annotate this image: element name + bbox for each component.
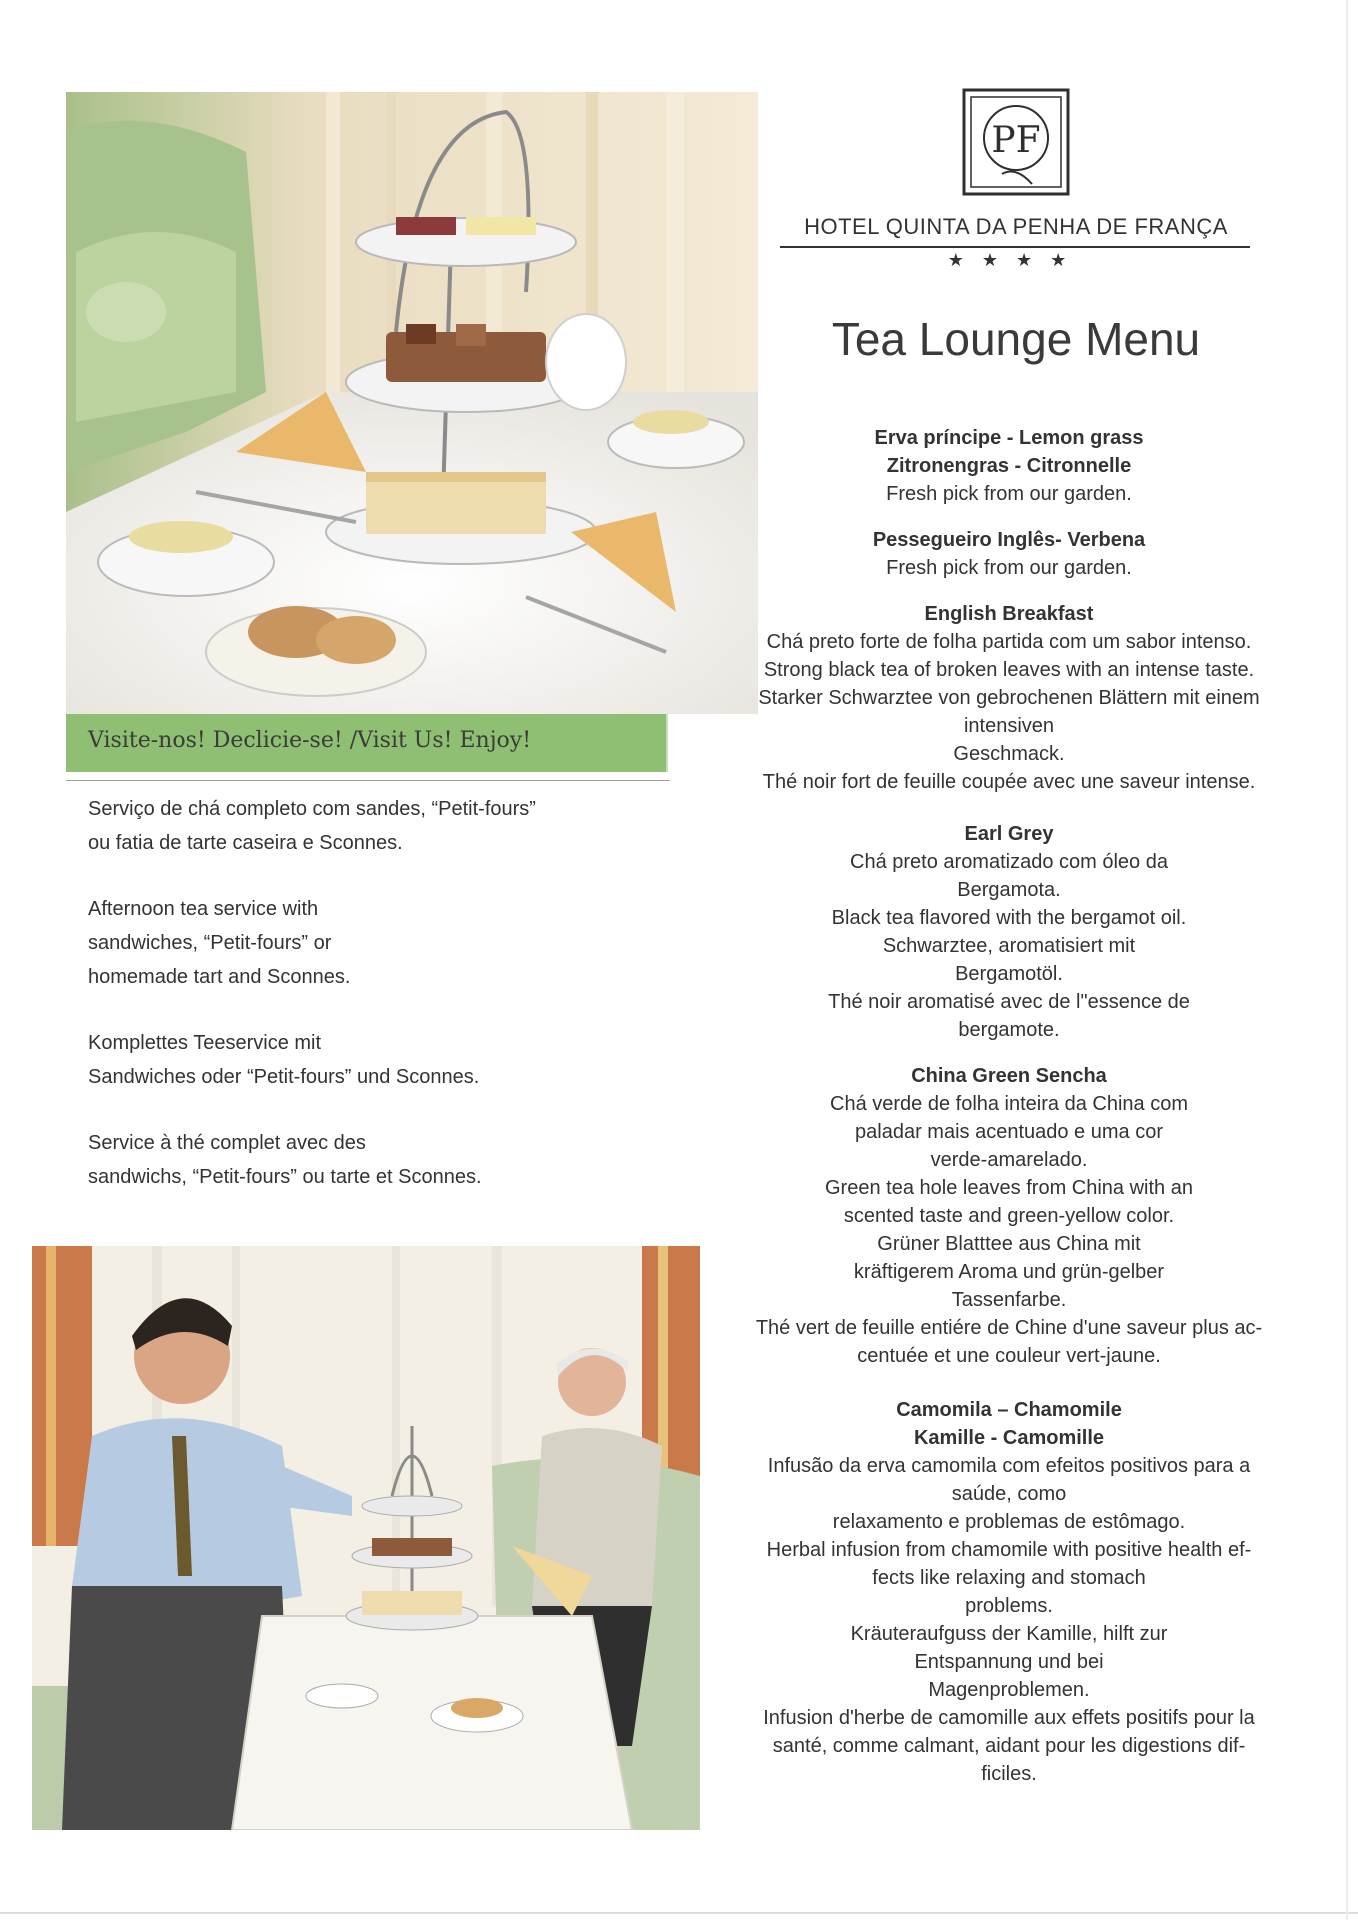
tea-description: Infusion d'herbe de camomille aux effets positifs pour la — [763, 1707, 1255, 1729]
tea-item-verbena — [706, 526, 1312, 582]
promo-paragraph-en — [88, 892, 608, 994]
tea-description: paladar mais acentuado e uma cor — [855, 1121, 1163, 1143]
tea-description: saúde, como — [951, 1483, 1067, 1505]
logo-monogram: PF — [991, 120, 1041, 161]
tea-description: Fresh pick from our garden. — [886, 483, 1132, 505]
tea-description: Thé noir aromatisé avec de l"essence de — [828, 991, 1190, 1013]
hotel-name: HOTEL QUINTA DA PENHA DE FRANÇA — [804, 214, 1228, 239]
tea-description: Geschmack. — [953, 743, 1065, 765]
tea-menu-list — [706, 424, 1312, 1788]
tea-item-china-green-sencha — [706, 1062, 1312, 1370]
visit-us-tagline: Visite-nos! Declicie-se! /Visit Us! Enjoy! — [88, 728, 532, 753]
tea-description: Green tea hole leaves from China with an — [825, 1177, 1193, 1199]
visit-us-banner — [66, 714, 668, 772]
tea-description: Bergamota. — [957, 879, 1061, 901]
tea-item-chamomile — [706, 1396, 1312, 1788]
tea-description: Fresh pick from our garden. — [886, 557, 1132, 579]
promo-paragraph-fr — [88, 1126, 608, 1194]
hotel-logo — [962, 88, 1070, 196]
tea-description: centuée et une couleur vert-jaune. — [857, 1345, 1161, 1367]
tea-description: Chá preto aromatizado com óleo da — [850, 851, 1168, 873]
tea-item-english-breakfast — [706, 600, 1312, 796]
tea-description: Infusão da erva camomila com efeitos positivos para a — [767, 1455, 1251, 1477]
tea-description: Entspannung und bei — [914, 1651, 1104, 1673]
tea-description: Black tea flavored with the bergamot oil. — [831, 907, 1187, 929]
page-right-edge — [1346, 0, 1348, 1920]
hotel-star-rating: ★★★★ — [947, 250, 1085, 270]
promo-line: sandwiches, “Petit-fours” or — [88, 932, 332, 954]
promo-line: homemade tart and Sconnes. — [88, 966, 351, 988]
banner-divider — [66, 780, 670, 781]
tea-name: English Breakfast — [924, 603, 1094, 625]
tea-service-description — [88, 792, 608, 1226]
tea-description: relaxamento e problemas de estômago. — [832, 1511, 1186, 1533]
tea-description: Thé vert de feuille entiére de Chine d'une saveur plus ac- — [755, 1317, 1263, 1339]
tea-description: scented taste and green-yellow color. — [843, 1205, 1175, 1227]
promo-line: sandwichs, “Petit-fours” ou tarte et Sconnes. — [88, 1166, 482, 1188]
guests-tea-photo — [32, 1246, 700, 1830]
tea-description: Herbal infusion from chamomile with positive health ef- — [766, 1539, 1252, 1561]
tea-name: Erva príncipe - Lemon grass — [874, 427, 1144, 449]
tea-description: Thé noir fort de feuille coupée avec une saveur intense. — [762, 771, 1256, 793]
tea-description: bergamote. — [958, 1019, 1060, 1041]
tea-description: Schwarztee, aromatisiert mit — [882, 935, 1136, 957]
tea-description: Kräuteraufguss der Kamille, hilft zur — [850, 1623, 1168, 1645]
tea-name: Camomila – Chamomile — [896, 1399, 1122, 1421]
tea-description: ficiles. — [981, 1763, 1037, 1785]
tea-description: Chá preto forte de folha partida com um sabor intenso. — [766, 631, 1252, 653]
tea-description: problems. — [965, 1595, 1053, 1617]
promo-line: Sandwiches oder “Petit-fours” und Sconnes. — [88, 1066, 480, 1088]
tea-description: Strong black tea of broken leaves with an intense taste. — [763, 659, 1255, 681]
tea-description: Bergamotöl. — [955, 963, 1063, 985]
tea-item-lemon-grass — [706, 424, 1312, 508]
tea-stand-photo — [66, 92, 758, 714]
promo-line: Afternoon tea service with — [88, 898, 319, 920]
promo-paragraph-pt — [88, 792, 608, 860]
tea-description: Chá verde de folha inteira da China com — [830, 1093, 1188, 1115]
tea-item-earl-grey — [706, 820, 1312, 1044]
tea-description: Grüner Blatttee aus China mit — [877, 1233, 1141, 1255]
tea-description: verde-amarelado. — [930, 1149, 1088, 1171]
promo-line: Serviço de chá completo com sandes, “Petit-fours” — [88, 798, 536, 820]
tea-description: santé, comme calmant, aidant pour les digestions dif- — [772, 1735, 1246, 1757]
tea-name: Zitronengras - Citronnelle — [886, 455, 1132, 477]
tea-name: China Green Sencha — [911, 1065, 1107, 1087]
promo-paragraph-de — [88, 1026, 608, 1094]
promo-line: ou fatia de tarte caseira e Sconnes. — [88, 832, 403, 854]
tea-name: Earl Grey — [964, 823, 1054, 845]
promo-line: Komplettes Teeservice mit — [88, 1032, 322, 1054]
tea-description: fects like relaxing and stomach — [872, 1567, 1146, 1589]
tea-description: intensiven — [963, 715, 1055, 737]
tea-name: Kamille - Camomille — [913, 1427, 1105, 1449]
tea-description: kräftigerem Aroma und grün-gelber — [853, 1261, 1165, 1283]
promo-line: Service à thé complet avec des — [88, 1132, 366, 1154]
tea-description: Tassenfarbe. — [951, 1289, 1067, 1311]
tea-description: Starker Schwarztee von gebrochenen Blättern mit einem — [758, 687, 1260, 709]
page-bottom-edge — [0, 1912, 1358, 1914]
tea-name: Pessegueiro Inglês- Verbena — [872, 529, 1146, 551]
menu-title: Tea Lounge Menu — [831, 313, 1201, 365]
tea-description: Magenproblemen. — [928, 1679, 1090, 1701]
hotel-name-underline — [780, 246, 1250, 248]
